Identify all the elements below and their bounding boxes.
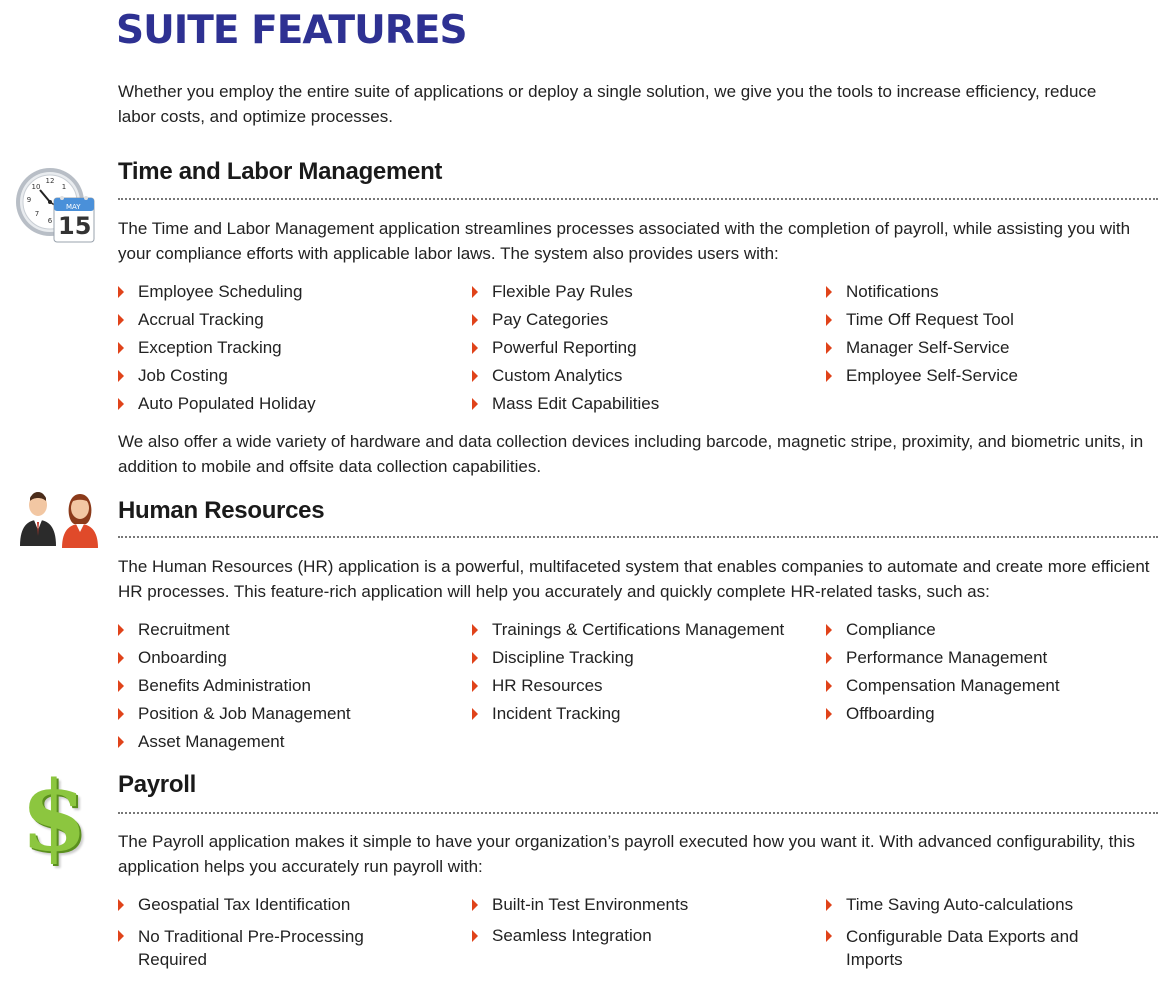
feature-column (472, 894, 812, 946)
feature-item: Performance Management (826, 647, 1156, 668)
svg-text:1: 1 (61, 183, 67, 191)
feature-item: Notifications (826, 281, 1156, 302)
feature-column (826, 894, 1156, 971)
feature-item: Compensation Management (826, 675, 1156, 696)
people-icon (16, 490, 102, 550)
svg-text:7: 7 (34, 210, 40, 218)
svg-text:12: 12 (45, 177, 55, 185)
feature-column (826, 281, 1156, 386)
feature-item: Employee Self-Service (826, 365, 1156, 386)
svg-text:6: 6 (47, 217, 53, 225)
feature-item: Manager Self-Service (826, 337, 1156, 358)
feature-item: Employee Scheduling (118, 281, 458, 302)
feature-item: Trainings & Certifications Management (472, 619, 822, 640)
calendar-month: MAY (66, 203, 81, 211)
feature-item: HR Resources (472, 675, 822, 696)
intro-text: Whether you employ the entire suite of applications or deploy a single solution, we give you the tools to increase efficiency, reduce labor costs, and optimize processes. (118, 82, 1097, 126)
feature-item: Accrual Tracking (118, 309, 458, 330)
feature-item: Geospatial Tax Identification (118, 894, 408, 915)
calendar-day: 15 (58, 212, 92, 240)
section-description: The Payroll application makes it simple to have your organization’s payroll executed how you want it. With advanced configurability, this application helps you accurately run payroll with: (118, 832, 1136, 876)
feature-item: Time Off Request Tool (826, 309, 1156, 330)
feature-item: Custom Analytics (472, 365, 812, 386)
feature-item: Exception Tracking (118, 337, 458, 358)
section-heading-payroll: Payroll (118, 771, 196, 798)
svg-text:9: 9 (26, 196, 32, 204)
svg-text:10: 10 (31, 183, 41, 191)
section-description: The Time and Labor Management application streamlines processes associated with the completion of payroll, while assisting you with your compliance efforts with applicable labor laws. The system also provides users with: (118, 219, 1131, 263)
section-divider (118, 198, 1158, 200)
feature-item: Onboarding (118, 647, 458, 668)
feature-item: Offboarding (826, 703, 1156, 724)
feature-item: Powerful Reporting (472, 337, 812, 358)
feature-column (826, 619, 1156, 724)
section-description: The Human Resources (HR) application is a powerful, multifaceted system that enables companies to automate and create more efficient HR processes. This feature-rich application will help you accurately and quickly complete HR-related tasks, such as: (118, 557, 1150, 601)
feature-item: Mass Edit Capabilities (472, 393, 812, 414)
feature-item: Built-in Test Environments (472, 894, 812, 915)
feature-column (118, 894, 408, 971)
section-divider (118, 812, 1158, 814)
feature-column (472, 281, 812, 414)
feature-item: Auto Populated Holiday (118, 393, 458, 414)
feature-item: Discipline Tracking (472, 647, 822, 668)
feature-item: Flexible Pay Rules (472, 281, 812, 302)
feature-item: Position & Job Management (118, 703, 458, 724)
feature-item: No Traditional Pre-Processing Required (118, 925, 388, 971)
feature-item: Benefits Administration (118, 675, 458, 696)
page-title: SUITE FEATURES (116, 8, 467, 53)
feature-item: Incident Tracking (472, 703, 822, 724)
section-divider (118, 536, 1158, 538)
feature-item: Job Costing (118, 365, 458, 386)
feature-column (118, 281, 458, 414)
feature-item: Recruitment (118, 619, 458, 640)
feature-item: Time Saving Auto-calculations (826, 894, 1156, 915)
section-footer-text: We also offer a wide variety of hardware and data collection devices including barcode, magnetic stripe, proximity, and biometric units, in addition to mobile and offsite data collection capabilities. (118, 432, 1144, 476)
feature-item: Pay Categories (472, 309, 812, 330)
feature-column (118, 619, 458, 752)
feature-item: Asset Management (118, 731, 458, 752)
section-heading-hr: Human Resources (118, 497, 325, 524)
feature-item: Seamless Integration (472, 925, 812, 946)
feature-column (472, 619, 822, 724)
dollar-sign-icon: $ (20, 760, 88, 873)
feature-item: Compliance (826, 619, 1156, 640)
feature-item: Configurable Data Exports and Imports (826, 925, 1081, 971)
section-heading-time-labor: Time and Labor Management (118, 158, 443, 185)
